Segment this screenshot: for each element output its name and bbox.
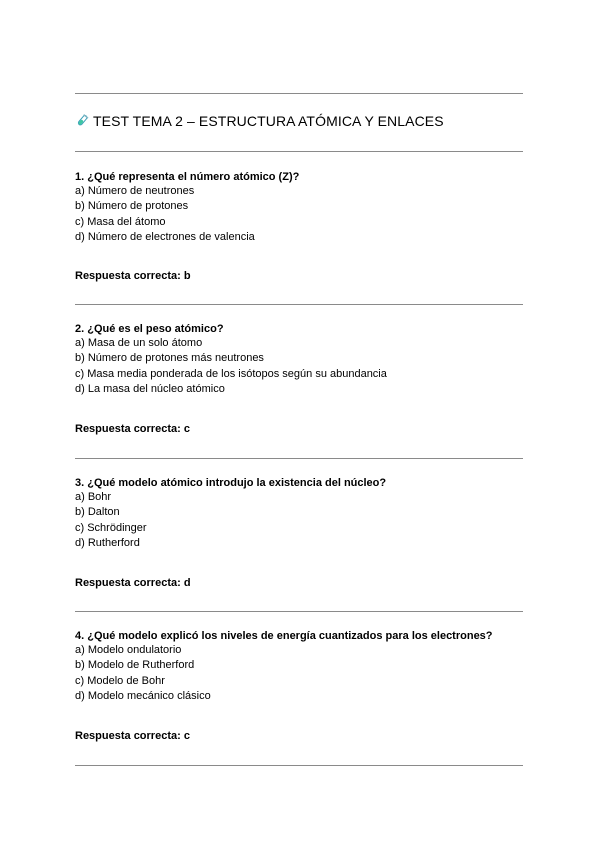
option-item: b) Modelo de Rutherford: [75, 659, 195, 672]
option-item: b) Número de protones: [75, 200, 189, 213]
correct-answer: Respuesta correcta: c: [75, 423, 190, 435]
question-text: 4. ¿Qué modelo explicó los niveles de energía cuantizados para los electrones?: [75, 630, 493, 642]
option-item: d) La masa del núcleo atómico: [75, 382, 225, 395]
option-item: a) Bohr: [75, 491, 112, 503]
divider: [75, 458, 523, 459]
test-tube-icon: [75, 114, 89, 128]
option-item: c) Modelo de Bohr: [75, 674, 165, 687]
question-text: 3. ¿Qué modelo atómico introdujo la existencia del núcleo?: [75, 477, 387, 489]
option-item: c) Masa media ponderada de los isótopos según su abundancia: [75, 367, 387, 380]
divider: [75, 304, 523, 305]
correct-answer: Respuesta correcta: c: [75, 730, 190, 742]
option-item: a) Modelo ondulatorio: [75, 644, 182, 656]
correct-answer: Respuesta correcta: d: [75, 577, 191, 589]
question-block: [75, 322, 525, 397]
page-title-text: TEST TEMA 2 – ESTRUCTURA ATÓMICA Y ENLACES: [93, 113, 444, 129]
correct-answer: Respuesta correcta: b: [75, 270, 191, 282]
option-item: d) Rutherford: [75, 536, 140, 549]
option-item: a) Número de neutrones: [75, 185, 195, 197]
question-text: 1. ¿Qué representa el número atómico (Z)?: [75, 171, 300, 183]
question-block: [75, 170, 525, 245]
divider-top: [75, 93, 523, 94]
divider: [75, 611, 523, 612]
page-title: [75, 113, 444, 129]
option-item: d) Número de electrones de valencia: [75, 230, 255, 243]
option-item: d) Modelo mecánico clásico: [75, 689, 211, 702]
question-block: [75, 629, 525, 704]
question-text: 2. ¿Qué es el peso atómico?: [75, 323, 224, 335]
option-item: b) Número de protones más neutrones: [75, 352, 264, 365]
question-block: [75, 476, 525, 551]
option-item: b) Dalton: [75, 506, 120, 519]
divider-bottom: [75, 765, 523, 766]
option-item: a) Masa de un solo átomo: [75, 337, 203, 349]
option-item: c) Masa del átomo: [75, 215, 166, 228]
divider: [75, 151, 523, 152]
option-item: c) Schrödinger: [75, 521, 147, 534]
